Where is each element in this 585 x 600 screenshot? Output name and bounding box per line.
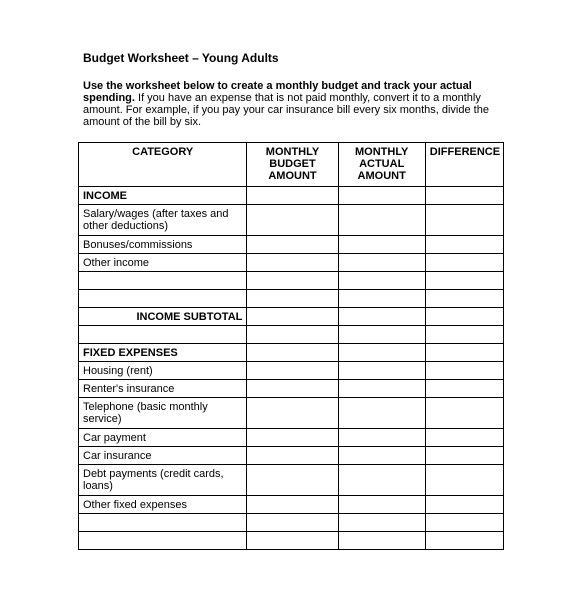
row-label-renters-insurance: Renter's insurance xyxy=(79,380,247,398)
intro-paragraph xyxy=(83,80,501,128)
budget-cell[interactable] xyxy=(247,496,338,514)
difference-cell[interactable] xyxy=(425,326,503,344)
difference-cell[interactable] xyxy=(425,465,503,496)
budget-cell[interactable] xyxy=(247,236,338,254)
difference-cell[interactable] xyxy=(425,308,503,326)
income-subtotal-label: INCOME SUBTOTAL xyxy=(79,308,247,326)
budget-cell[interactable] xyxy=(247,326,338,344)
section-label-fixed-expenses: FIXED EXPENSES xyxy=(79,344,247,362)
section-row-income xyxy=(79,187,504,205)
intro-text: If you have an expense that is not paid monthly, convert it to a monthly amount. For example, if you pay your car insurance bill every six months, divide the amount of the bill by six. xyxy=(83,92,489,128)
budget-cell[interactable] xyxy=(247,205,338,236)
budget-cell[interactable] xyxy=(247,187,338,205)
row-label-car-payment: Car payment xyxy=(79,429,247,447)
actual-cell[interactable] xyxy=(338,398,425,429)
header-row xyxy=(79,143,504,187)
row-label-car-insurance: Car insurance xyxy=(79,447,247,465)
budget-cell[interactable] xyxy=(247,429,338,447)
header-difference: DIFFERENCE xyxy=(425,143,503,187)
budget-cell[interactable] xyxy=(247,380,338,398)
actual-cell[interactable] xyxy=(338,254,425,272)
actual-cell[interactable] xyxy=(338,465,425,496)
empty-row xyxy=(79,514,504,532)
actual-cell[interactable] xyxy=(338,496,425,514)
table-row xyxy=(79,254,504,272)
budget-cell[interactable] xyxy=(247,514,338,532)
row-label-housing: Housing (rent) xyxy=(79,362,247,380)
empty-row xyxy=(79,532,504,550)
header-monthly-budget-amount: MONTHLY BUDGET AMOUNT xyxy=(247,143,338,187)
budget-cell[interactable] xyxy=(247,465,338,496)
difference-cell[interactable] xyxy=(425,205,503,236)
difference-cell[interactable] xyxy=(425,532,503,550)
difference-cell[interactable] xyxy=(425,236,503,254)
table-row xyxy=(79,496,504,514)
budget-cell[interactable] xyxy=(247,398,338,429)
empty-row xyxy=(79,290,504,308)
empty-label-cell[interactable] xyxy=(79,532,247,550)
empty-row xyxy=(79,272,504,290)
header-category: CATEGORY xyxy=(79,143,247,187)
actual-cell[interactable] xyxy=(338,326,425,344)
actual-cell[interactable] xyxy=(338,236,425,254)
budget-cell[interactable] xyxy=(247,272,338,290)
difference-cell[interactable] xyxy=(425,187,503,205)
budget-cell[interactable] xyxy=(247,254,338,272)
actual-cell[interactable] xyxy=(338,532,425,550)
difference-cell[interactable] xyxy=(425,362,503,380)
row-label-debt-payments: Debt payments (credit cards, loans) xyxy=(79,465,247,496)
row-label-bonuses-commissions: Bonuses/commissions xyxy=(79,236,247,254)
section-row-fixed-expenses xyxy=(79,344,504,362)
budget-cell[interactable] xyxy=(247,532,338,550)
difference-cell[interactable] xyxy=(425,496,503,514)
budget-cell[interactable] xyxy=(247,308,338,326)
actual-cell[interactable] xyxy=(338,308,425,326)
actual-cell[interactable] xyxy=(338,205,425,236)
difference-cell[interactable] xyxy=(425,344,503,362)
empty-label-cell[interactable] xyxy=(79,514,247,532)
actual-cell[interactable] xyxy=(338,362,425,380)
empty-row xyxy=(79,326,504,344)
row-label-other-fixed-expenses: Other fixed expenses xyxy=(79,496,247,514)
difference-cell[interactable] xyxy=(425,272,503,290)
budget-cell[interactable] xyxy=(247,447,338,465)
table-row xyxy=(79,465,504,496)
difference-cell[interactable] xyxy=(425,447,503,465)
difference-cell[interactable] xyxy=(425,514,503,532)
table-row xyxy=(79,380,504,398)
budget-cell[interactable] xyxy=(247,290,338,308)
budget-cell[interactable] xyxy=(247,344,338,362)
actual-cell[interactable] xyxy=(338,187,425,205)
actual-cell[interactable] xyxy=(338,380,425,398)
empty-label-cell[interactable] xyxy=(79,272,247,290)
difference-cell[interactable] xyxy=(425,398,503,429)
difference-cell[interactable] xyxy=(425,380,503,398)
difference-cell[interactable] xyxy=(425,429,503,447)
actual-cell[interactable] xyxy=(338,344,425,362)
row-label-salary-wages: Salary/wages (after taxes and other deductions) xyxy=(79,205,247,236)
table-row xyxy=(79,362,504,380)
actual-cell[interactable] xyxy=(338,447,425,465)
budget-cell[interactable] xyxy=(247,362,338,380)
actual-cell[interactable] xyxy=(338,429,425,447)
row-label-other-income: Other income xyxy=(79,254,247,272)
table-row xyxy=(79,429,504,447)
empty-label-cell[interactable] xyxy=(79,290,247,308)
empty-label-cell[interactable] xyxy=(79,326,247,344)
actual-cell[interactable] xyxy=(338,290,425,308)
header-monthly-actual-amount: MONTHLY ACTUAL AMOUNT xyxy=(338,143,425,187)
actual-cell[interactable] xyxy=(338,514,425,532)
difference-cell[interactable] xyxy=(425,290,503,308)
row-label-telephone: Telephone (basic monthly service) xyxy=(79,398,247,429)
intro-bold-text: Use the worksheet below to create a monthly budget and track your actual spending. xyxy=(83,80,472,104)
table-row xyxy=(79,447,504,465)
table-row xyxy=(79,236,504,254)
difference-cell[interactable] xyxy=(425,254,503,272)
table-row xyxy=(79,205,504,236)
actual-cell[interactable] xyxy=(338,272,425,290)
document-title: Budget Worksheet – Young Adults xyxy=(83,51,279,65)
section-label-income: INCOME xyxy=(79,187,247,205)
subtotal-row-income xyxy=(79,308,504,326)
table-row xyxy=(79,398,504,429)
budget-worksheet-table xyxy=(78,142,504,550)
